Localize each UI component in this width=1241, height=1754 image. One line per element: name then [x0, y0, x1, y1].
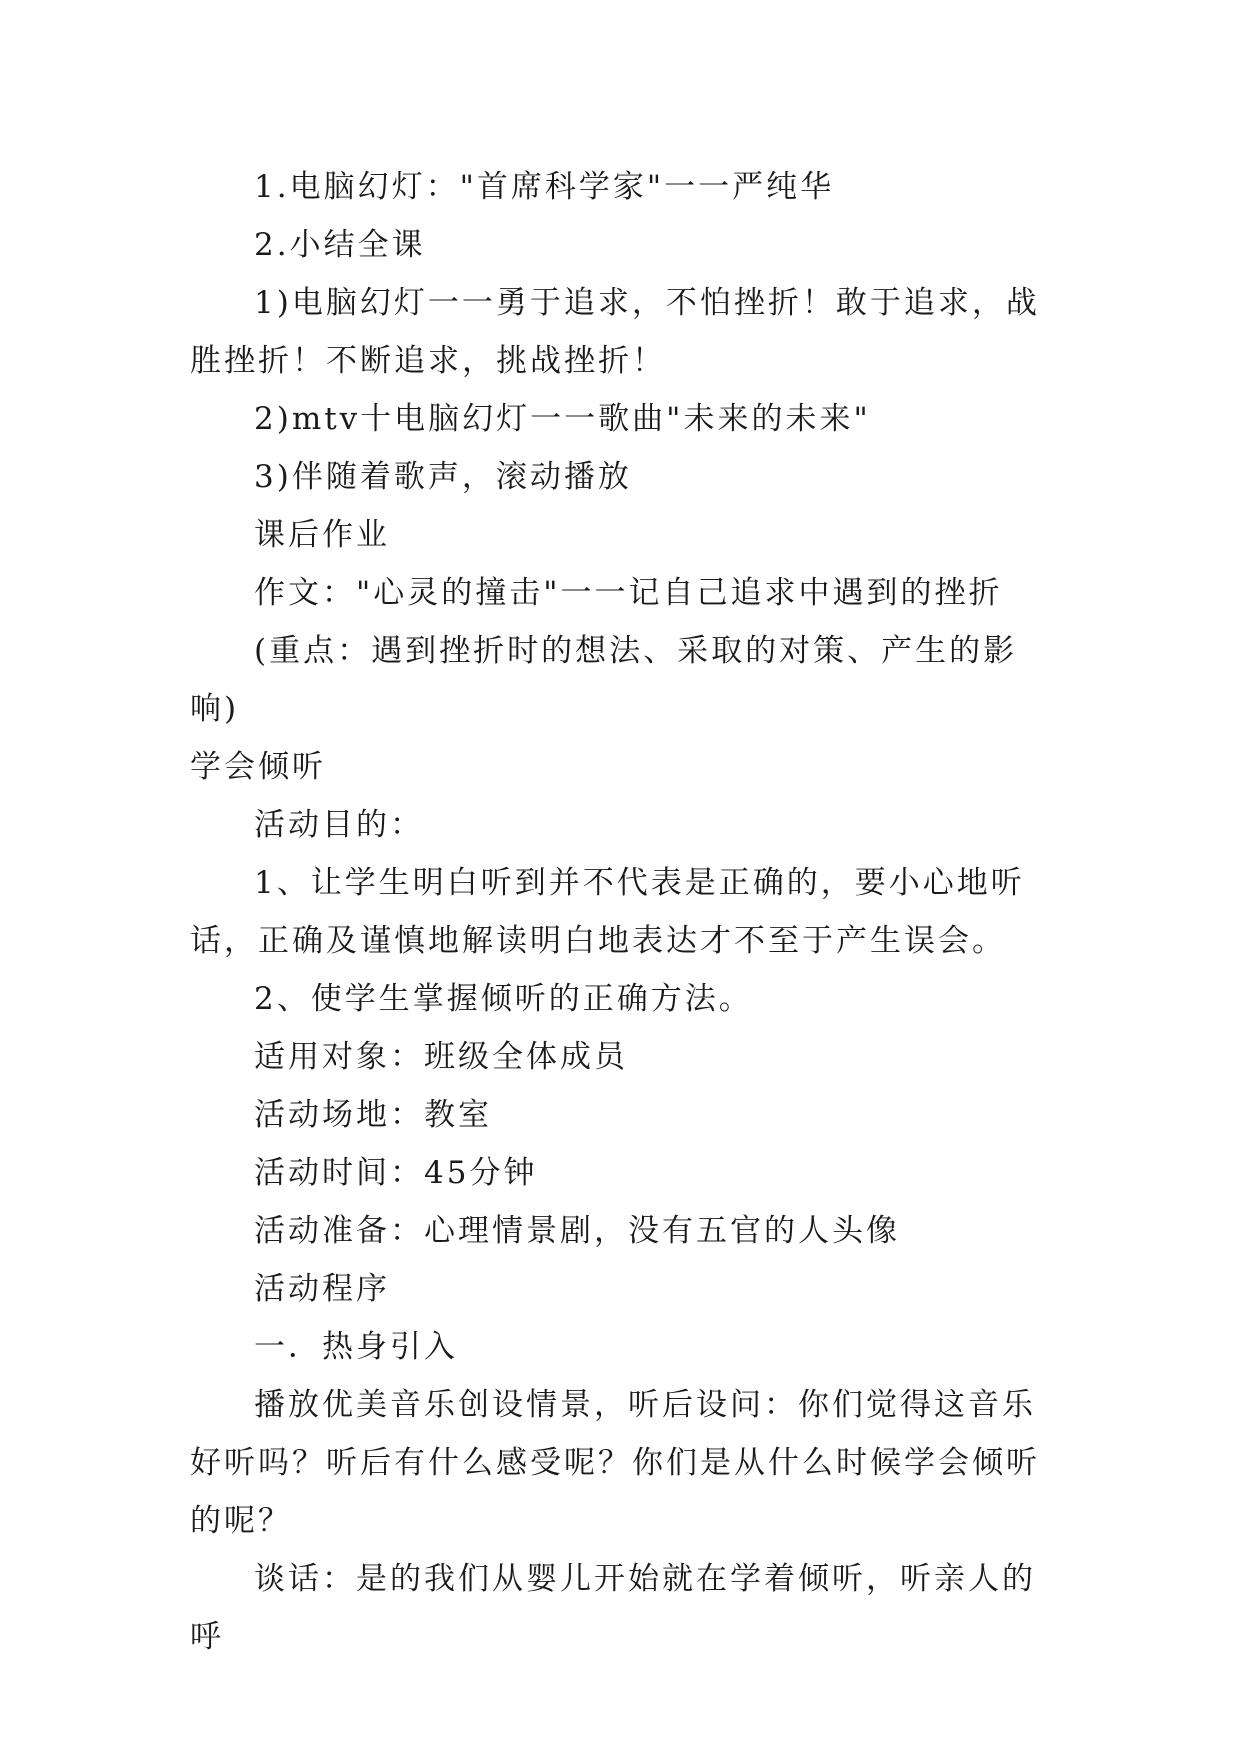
- paragraph: 作文："心灵的撞击"一一记自己追求中遇到的挫折: [254, 575, 1003, 611]
- paragraph: 3)伴随着歌声，滚动播放: [254, 459, 632, 495]
- paragraph: 2.小结全课: [254, 227, 426, 263]
- paragraph: 1、让学生明白听到并不代表是正确的，要小心地听话，正确及谨慎地解读明白地表达才不至于产生误会。: [190, 865, 1025, 959]
- paragraph: 1)电脑幻灯一一勇于追求，不怕挫折！敢于追求，战胜挫折！不断追求，挑战挫折！: [190, 285, 1040, 379]
- paragraph: 2)mtv十电脑幻灯一一歌曲"未来的未来": [254, 401, 871, 437]
- paragraph: 活动时间：45分钟: [254, 1155, 538, 1191]
- paragraph: 活动场地：教室: [254, 1097, 492, 1133]
- paragraph: 播放优美音乐创设情景，听后设问：你们觉得这音乐好听吗？听后有什么感受呢？你们是从什么时候学会倾听的呢？: [190, 1387, 1040, 1539]
- paragraph: 谈话：是的我们从婴儿开始就在学着倾听，听亲人的呼: [190, 1561, 1036, 1655]
- paragraph: 适用对象：班级全体成员: [254, 1039, 628, 1075]
- paragraph: 活动程序: [254, 1271, 390, 1307]
- paragraph: 活动目的：: [254, 807, 424, 843]
- paragraph: 1.电脑幻灯："首席科学家"一一严纯华: [254, 169, 835, 205]
- document-body: [190, 158, 1060, 1666]
- paragraph: 课后作业: [254, 517, 390, 553]
- paragraph: 活动准备：心理情景剧，没有五官的人头像: [254, 1213, 900, 1249]
- section-heading: 学会倾听: [190, 749, 326, 785]
- paragraph: 2、使学生掌握倾听的正确方法。: [254, 981, 753, 1017]
- paragraph: (重点：遇到挫折时的想法、采取的对策、产生的影响): [190, 633, 1018, 727]
- paragraph: 一．热身引入: [254, 1329, 458, 1365]
